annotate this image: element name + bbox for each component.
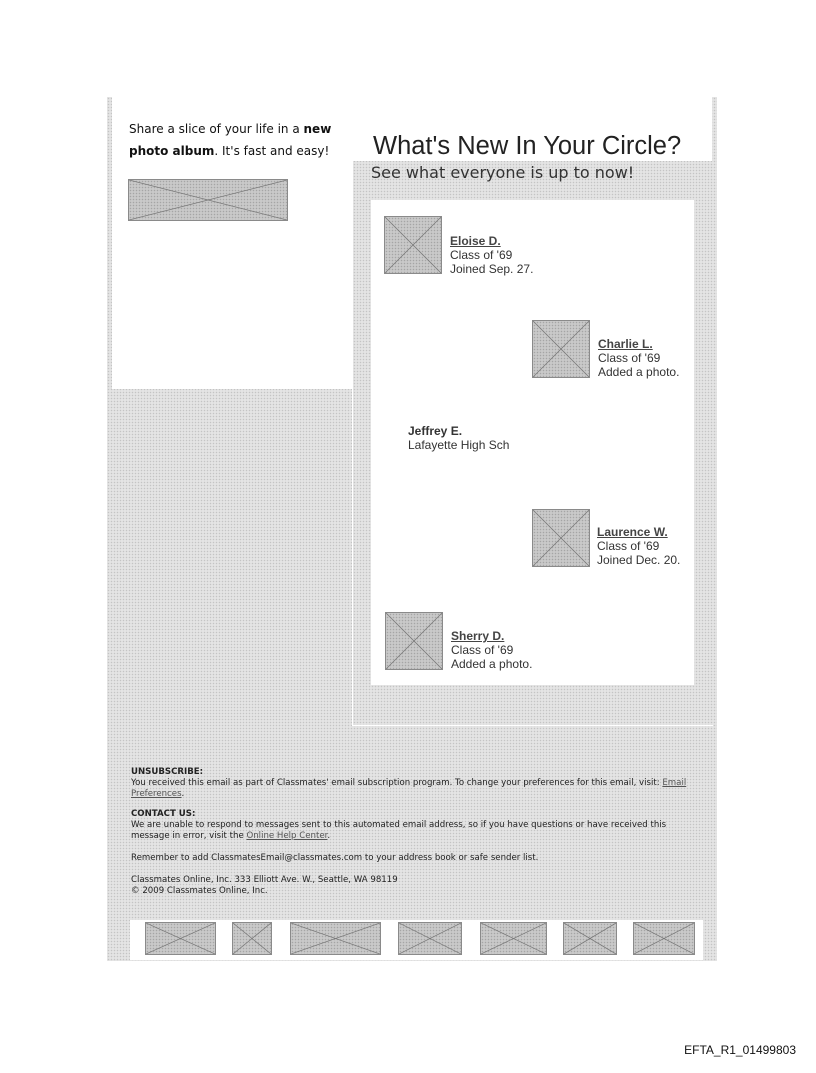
contact-heading: CONTACT US: (131, 809, 196, 819)
member-name-link[interactable]: Charlie L. (598, 337, 653, 351)
member-info (450, 234, 533, 276)
member-activity: Added a photo. (598, 365, 680, 379)
member-photo[interactable] (532, 320, 590, 378)
member-school: Lafayette High Sch (408, 438, 510, 452)
footer-logo-image[interactable] (633, 922, 695, 955)
member-info (597, 525, 680, 567)
member-class: Class of '69 (450, 248, 513, 262)
member-info (408, 424, 509, 452)
contact-section: CONTACT US: We are unable to respond to messages sent to this automated email address, so if you have questions or have received this message in error, visit the Online Help Center. (131, 809, 667, 841)
member-info (598, 337, 679, 379)
footer-logo-image[interactable] (398, 922, 462, 955)
unsubscribe-section: UNSUBSCRIBE: You received this email as part of Classmates' email subscription program. To change your preferences for this email, visit: Email Preferences. (131, 767, 687, 799)
document-id: EFTA_R1_01499803 (684, 1043, 796, 1057)
help-center-link[interactable]: Online Help Center (246, 831, 328, 841)
member-name-link[interactable]: Eloise D. (450, 234, 501, 248)
member-photo[interactable] (532, 509, 590, 567)
company-address: Classmates Online, Inc. 333 Elliott Ave. W., Seattle, WA 98119 (131, 875, 398, 885)
member-activity: Joined Sep. 27. (450, 262, 534, 276)
member-name-link[interactable]: Sherry D. (451, 629, 505, 643)
promo-bold[interactable]: new photo album (129, 122, 332, 158)
member-name: Jeffrey E. (408, 424, 463, 438)
footer-logo-image[interactable] (480, 922, 547, 955)
member-class: Class of '69 (597, 539, 660, 553)
promo-text-before: Share a slice of your life in a (129, 122, 304, 136)
member-activity: Joined Dec. 20. (597, 553, 681, 567)
safe-sender-reminder: Remember to add ClassmatesEmail@classmates.com to your address book or safe sender list. (131, 853, 539, 863)
member-photo[interactable] (385, 612, 443, 670)
contact-text: We are unable to respond to messages sent to this automated email address, so if you have questions or have received this message in error, visit the (131, 820, 667, 841)
circle-title: What's New In Your Circle? (373, 132, 682, 160)
member-class: Class of '69 (451, 643, 514, 657)
footer (131, 767, 701, 897)
promo-text-after: . It's fast and easy! (214, 144, 330, 158)
member-activity: Added a photo. (451, 657, 533, 671)
email-preferences-link[interactable]: Email Preferences (131, 778, 687, 799)
member-name-link[interactable]: Laurence W. (597, 525, 668, 539)
create-album-button-image[interactable] (128, 179, 288, 221)
circle-subtitle: See what everyone is up to now! (371, 163, 635, 182)
copyright: © 2009 Classmates Online, Inc. (131, 886, 268, 896)
member-photo[interactable] (384, 216, 442, 274)
unsubscribe-text: You received this email as part of Classmates' email subscription program. To change your preferences for this email, visit: (131, 778, 663, 788)
footer-logo-image[interactable] (563, 922, 617, 955)
footer-logo-image[interactable] (145, 922, 216, 955)
member-info (451, 629, 532, 671)
promo-text (129, 118, 349, 162)
member-class: Class of '69 (598, 351, 661, 365)
unsubscribe-heading: UNSUBSCRIBE: (131, 767, 204, 777)
footer-logo-image[interactable] (232, 922, 272, 955)
footer-logo-image[interactable] (290, 922, 381, 955)
